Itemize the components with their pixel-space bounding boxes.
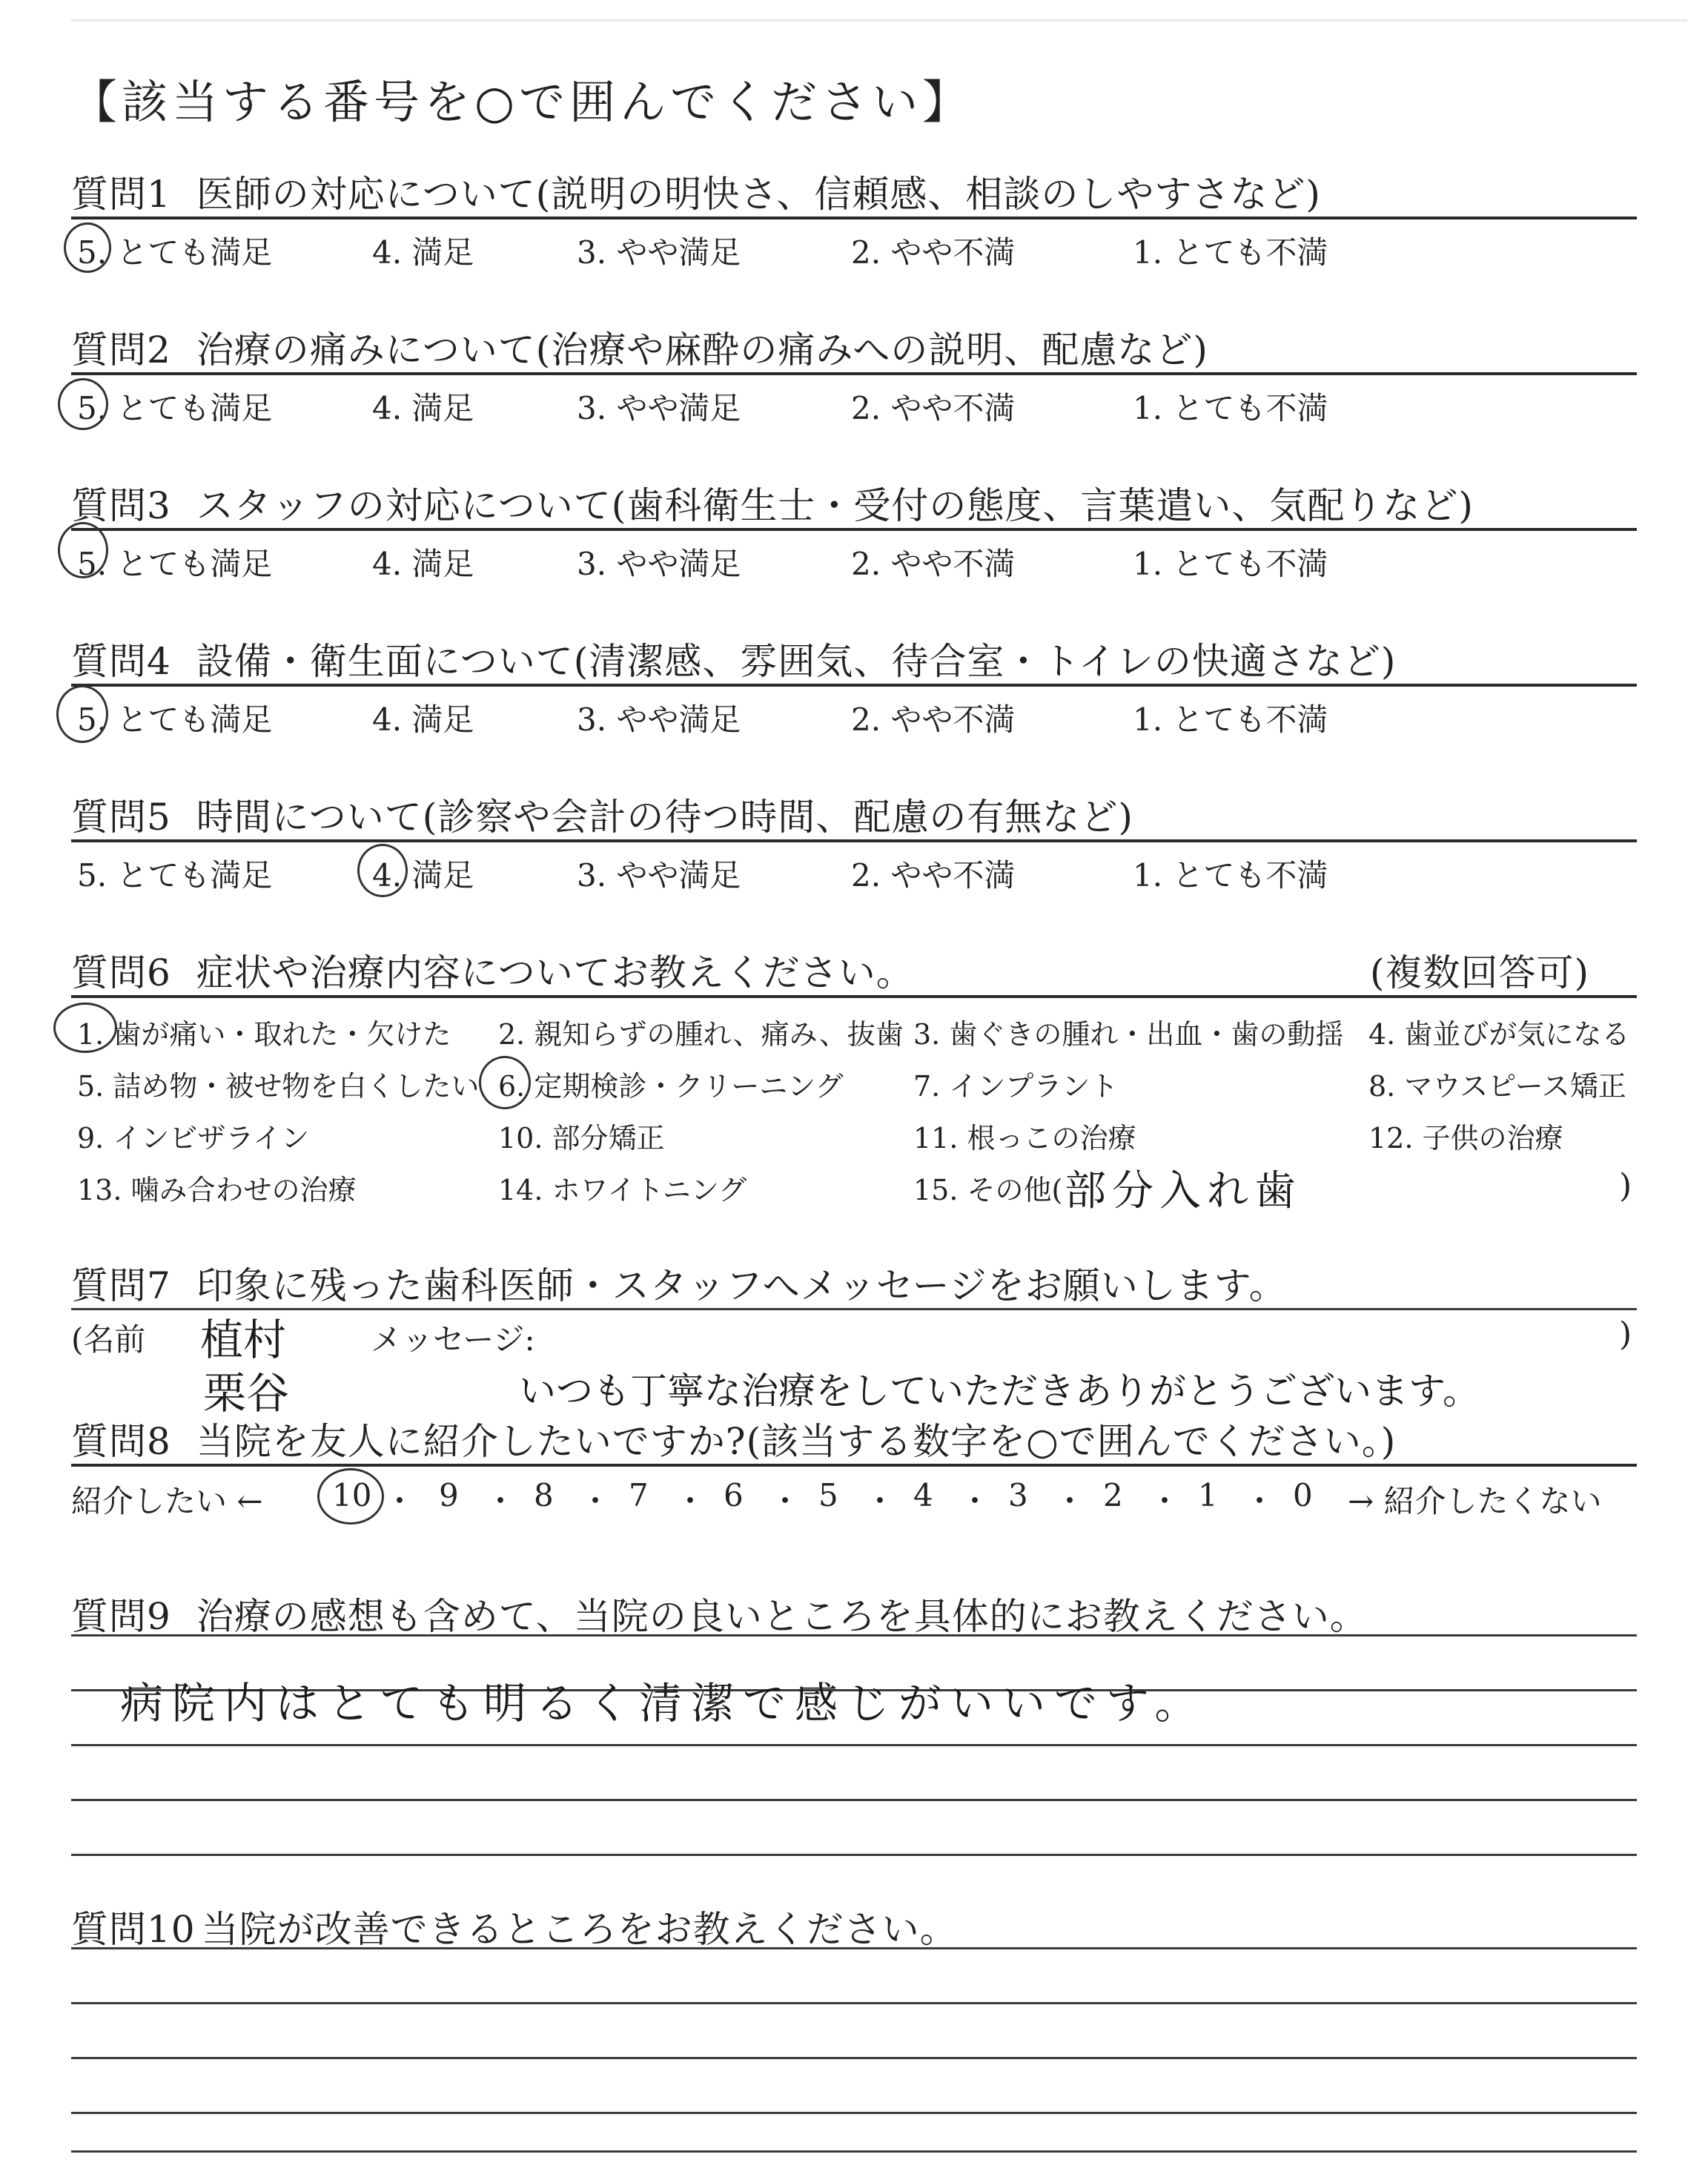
q4-selected-circle — [56, 685, 108, 743]
question-number: 質問10 — [71, 1908, 196, 1951]
q8-score-6[interactable]: 6 — [724, 1477, 744, 1513]
question-9-title — [71, 1587, 1368, 1640]
q8-separator: ・ — [485, 1483, 517, 1519]
q9-answer-line — [71, 1744, 1637, 1746]
q8-score-0[interactable]: 0 — [1293, 1477, 1313, 1513]
question-number: 質問6 — [71, 951, 171, 994]
q3-option-4[interactable]: 4. 満足 — [372, 546, 474, 582]
q4-option-2[interactable]: 2. やや不満 — [851, 701, 1016, 738]
q1-option-1[interactable]: 1. とても不満 — [1133, 234, 1328, 271]
q1-option-2[interactable]: 2. やや不満 — [851, 234, 1016, 271]
q6-multiple-note: (複数回答可) — [1370, 951, 1590, 994]
q6-selected-circle-6 — [479, 1056, 531, 1109]
q5-option-1[interactable]: 1. とても不満 — [1133, 857, 1328, 894]
q8-left-label: 紹介したい ← — [71, 1483, 263, 1519]
q1-option-5[interactable]: 5. とても満足 — [77, 234, 273, 271]
question-7-title — [71, 1256, 1287, 1309]
question-7-rule — [71, 1308, 1637, 1310]
q8-score-9[interactable]: 9 — [439, 1477, 459, 1513]
q6-option-5[interactable]: 5. 詰め物・被せ物を白くしたい — [77, 1070, 480, 1103]
question-10-title — [71, 1900, 958, 1953]
q8-separator: ・ — [675, 1483, 706, 1519]
q2-option-5[interactable]: 5. とても満足 — [77, 390, 273, 426]
question-number: 質問8 — [71, 1420, 171, 1463]
q8-score-5[interactable]: 5 — [818, 1477, 838, 1513]
q8-separator: ・ — [1244, 1483, 1276, 1519]
q2-option-3[interactable]: 3. やや満足 — [577, 390, 741, 426]
question-number: 質問9 — [71, 1595, 171, 1638]
q6-option-14[interactable]: 14. ホワイトニング — [498, 1174, 747, 1206]
q6-option-1[interactable]: 1. 歯が痛い・取れた・欠けた — [77, 1018, 451, 1051]
q6-option-13[interactable]: 13. 噛み合わせの治療 — [77, 1174, 357, 1206]
q6-option-2[interactable]: 2. 親知らずの腫れ、痛み、抜歯 — [498, 1018, 904, 1051]
q2-selected-circle — [58, 378, 108, 430]
q6-selected-circle-1 — [53, 1003, 117, 1053]
q8-score-4[interactable]: 4 — [913, 1477, 933, 1513]
q3-option-5[interactable]: 5. とても満足 — [77, 546, 273, 582]
q6-option-7[interactable]: 7. インプラント — [913, 1070, 1119, 1103]
question-text: 設備・衛生面について(清潔感、雰囲気、待合室・トイレの快適さなど) — [196, 640, 1397, 683]
q4-option-3[interactable]: 3. やや満足 — [577, 701, 741, 738]
question-text: スタッフの対応について(歯科衛生士・受付の態度、言葉遣い、気配りなど) — [196, 484, 1474, 527]
question-3-rule — [71, 528, 1637, 531]
q7-handwritten-name-2: 栗谷 — [203, 1368, 290, 1418]
q8-score-8[interactable]: 8 — [534, 1477, 554, 1513]
question-text: 印象に残った歯科医師・スタッフへメッセージをお願いします。 — [196, 1264, 1287, 1307]
q9-answer-line — [71, 1799, 1637, 1801]
q6-option-11[interactable]: 11. 根っこの治療 — [913, 1122, 1136, 1155]
question-6-rule — [71, 995, 1637, 998]
question-8-rule — [71, 1464, 1637, 1467]
q6-option-6[interactable]: 6. 定期検診・クリーニング — [498, 1070, 844, 1103]
q7-close-paren: ) — [1619, 1315, 1632, 1353]
question-5-rule — [71, 839, 1637, 842]
q6-other-close-paren: ) — [1619, 1167, 1632, 1205]
question-text: 医師の対応について(説明の明快さ、信頼感、相談のしやすさなど) — [196, 173, 1321, 216]
q4-option-1[interactable]: 1. とても不満 — [1133, 701, 1328, 738]
q5-selected-circle — [357, 844, 408, 897]
q1-option-4[interactable]: 4. 満足 — [372, 234, 474, 271]
question-number: 質問1 — [71, 173, 171, 216]
question-number: 質問7 — [71, 1264, 171, 1307]
q8-separator: ・ — [1149, 1483, 1181, 1519]
question-5-title — [71, 787, 1133, 841]
q8-separator: ・ — [1054, 1483, 1086, 1519]
q7-name-label: (名前 — [71, 1321, 146, 1358]
q5-option-2[interactable]: 2. やや不満 — [851, 857, 1016, 894]
q8-score-3[interactable]: 3 — [1008, 1477, 1028, 1513]
q9-answer-line — [71, 1854, 1637, 1856]
q4-option-5[interactable]: 5. とても満足 — [77, 701, 273, 738]
q5-option-3[interactable]: 3. やや満足 — [577, 857, 741, 894]
q8-separator: ・ — [384, 1483, 416, 1519]
q8-score-10[interactable]: 10 — [332, 1477, 372, 1513]
question-2-rule — [71, 372, 1637, 375]
q8-separator: ・ — [864, 1483, 896, 1519]
q6-option-9[interactable]: 9. インビザライン — [77, 1122, 310, 1155]
question-text: 治療の感想も含めて、当院の良いところを具体的にお教えください。 — [196, 1595, 1368, 1638]
q10-answer-line — [71, 1947, 1637, 1949]
q8-separator: ・ — [580, 1483, 612, 1519]
question-text: 当院を友人に紹介したいですか?(該当する数字を○で囲んでください。) — [196, 1420, 1397, 1463]
q2-option-2[interactable]: 2. やや不満 — [851, 390, 1016, 426]
question-number: 質問2 — [71, 328, 171, 371]
question-8-title — [71, 1412, 1396, 1465]
q4-option-4[interactable]: 4. 満足 — [372, 701, 474, 738]
q2-option-4[interactable]: 4. 満足 — [372, 390, 474, 426]
question-text: 症状や治療内容についてお教えください。 — [196, 951, 914, 994]
q8-score-2[interactable]: 2 — [1103, 1477, 1123, 1513]
q6-option-15[interactable]: 15. その他( — [913, 1174, 1063, 1206]
q10-answer-line — [71, 2002, 1637, 2004]
q8-score-1[interactable]: 1 — [1198, 1477, 1218, 1513]
q6-option-4[interactable]: 4. 歯並びが気になる — [1368, 1018, 1630, 1051]
q7-message-label: メッセージ: — [371, 1321, 535, 1358]
question-1-rule — [71, 217, 1637, 219]
question-4-title — [71, 632, 1396, 685]
question-number: 質問4 — [71, 640, 171, 683]
question-number: 質問5 — [71, 796, 171, 839]
q5-option-4[interactable]: 4. 満足 — [372, 857, 474, 894]
q8-score-7[interactable]: 7 — [629, 1477, 649, 1513]
question-4-rule — [71, 684, 1637, 687]
q8-separator: ・ — [769, 1483, 801, 1519]
q6-option-8[interactable]: 8. マウスピース矯正 — [1368, 1070, 1626, 1103]
q1-option-3[interactable]: 3. やや満足 — [577, 234, 741, 271]
q6-option-12[interactable]: 12. 子供の治療 — [1368, 1122, 1563, 1155]
page-header: 【該当する番号を○で囲んでください】 — [71, 75, 973, 129]
q8-right-label: → 紹介したくない — [1348, 1483, 1602, 1519]
q10-answer-line — [71, 2057, 1637, 2059]
q3-selected-circle — [58, 522, 108, 578]
q6-option-3[interactable]: 3. 歯ぐきの腫れ・出血・歯の動揺 — [913, 1018, 1344, 1051]
q1-selected-circle — [64, 222, 111, 273]
question-text: 時間について(診察や会計の待つ時間、配慮の有無など) — [196, 796, 1133, 839]
q6-other-handwritten: 部分入れ歯 — [1065, 1167, 1302, 1215]
question-text: 治療の痛みについて(治療や麻酔の痛みへの説明、配慮など) — [196, 328, 1208, 371]
q2-option-1[interactable]: 1. とても不満 — [1133, 390, 1328, 426]
q10-answer-line — [71, 2150, 1637, 2153]
question-6-title — [71, 943, 914, 997]
q8-separator: ・ — [959, 1483, 991, 1519]
q5-option-5[interactable]: 5. とても満足 — [77, 857, 273, 894]
q8-selected-circle — [317, 1468, 384, 1525]
q7-handwritten-name-1: 植村 — [200, 1315, 287, 1365]
q3-option-2[interactable]: 2. やや不満 — [851, 546, 1016, 582]
q9-handwritten-answer: 病院内はとても明るく清潔で感じがいいです。 — [120, 1678, 1207, 1728]
q6-option-10[interactable]: 10. 部分矯正 — [498, 1122, 665, 1155]
question-text: 当院が改善できるところをお教えください。 — [201, 1908, 958, 1951]
question-1-title — [71, 165, 1321, 218]
question-3-title — [71, 476, 1474, 529]
question-number: 質問3 — [71, 484, 171, 527]
q9-answer-line — [71, 1634, 1637, 1636]
q3-option-3[interactable]: 3. やや満足 — [577, 546, 741, 582]
q7-handwritten-message: いつも丁寧な治療をしていただきありがとうございます。 — [519, 1370, 1480, 1413]
q3-option-1[interactable]: 1. とても不満 — [1133, 546, 1328, 582]
scan-top-edge — [71, 19, 1687, 22]
question-2-title — [71, 320, 1208, 374]
q10-answer-line — [71, 2112, 1637, 2114]
